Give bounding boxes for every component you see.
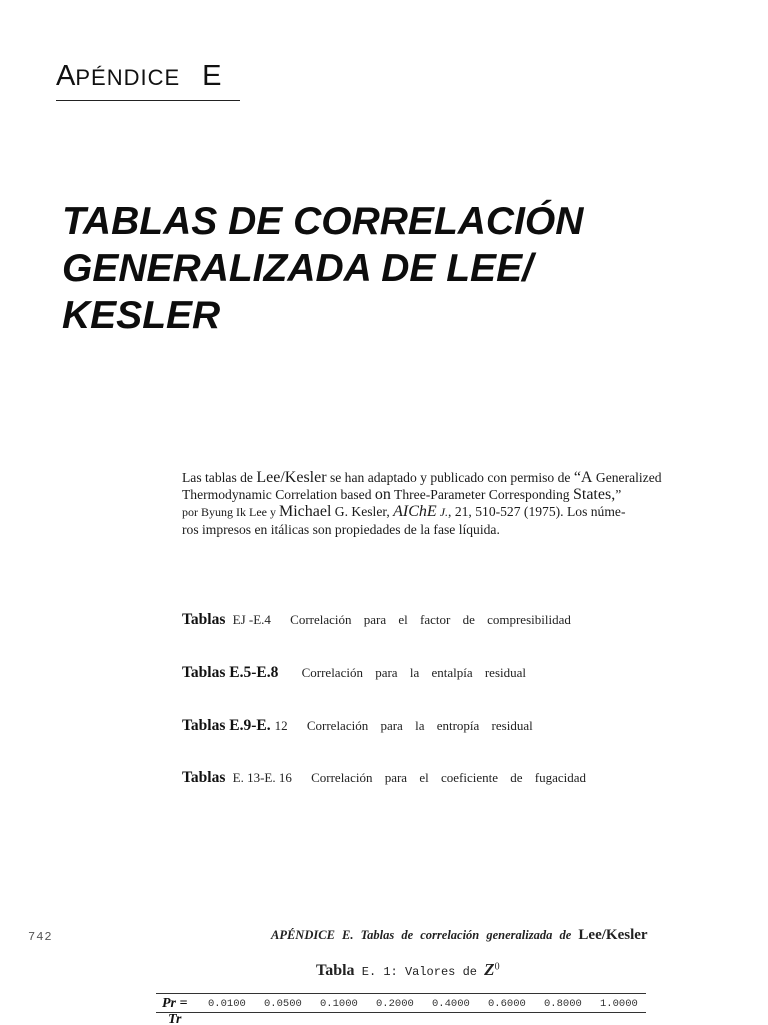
pr-value: 0.8000 xyxy=(544,998,582,1010)
appendix-letter: E xyxy=(202,60,222,92)
pr-value: 0.0100 xyxy=(208,998,246,1010)
z-table-header xyxy=(156,993,646,1025)
intro-line-3: por Byung Ik Lee y Michael G. Kesler, AIChE J., 21, 510-527 (1975). Los núme- xyxy=(182,503,626,520)
title-line-3: KESLER xyxy=(62,294,221,337)
pr-value: 0.0500 xyxy=(264,998,302,1010)
table-list-item: Tablas EJ -E.4 Correlación para el factor de compresibilidad xyxy=(182,611,571,628)
running-head: APÉNDICE E. Tablas de correlación generalizada de Lee/Kesler xyxy=(271,927,648,943)
pr-value: 0.2000 xyxy=(376,998,414,1010)
intro-paragraph xyxy=(182,469,714,538)
title-line-2: GENERALIZADA DE LEE/ xyxy=(62,247,533,290)
intro-line-1: Las tablas de Lee/Kesler se han adaptado y publicado con permiso de “A Generalized xyxy=(182,469,662,486)
page-number: 742 xyxy=(28,930,53,944)
table-list-item: Tablas E.5-E.8 Correlación para la entalpía residual xyxy=(182,664,527,681)
pr-value: 0.4000 xyxy=(432,998,470,1010)
appendix-prefix-big: A xyxy=(56,60,76,92)
pr-header-row xyxy=(156,996,646,1013)
title-line-1: TABLAS DE CORRELACIÓN xyxy=(62,200,584,243)
intro-line-4: ros impresos en itálicas son propiedades de la fase líquida. xyxy=(182,522,500,537)
table-list-item: Tablas E.9-E. 12 Correlación para la entropía residual xyxy=(182,717,533,734)
pr-value: 0.1000 xyxy=(320,998,358,1010)
table-list-item: Tablas E. 13-E. 16 Correlación para el coeficiente de fugacidad xyxy=(182,769,586,786)
pr-value: 1.0000 xyxy=(600,998,638,1010)
appendix-heading xyxy=(56,60,240,101)
chapter-title xyxy=(62,198,702,339)
pr-value: 0.6000 xyxy=(488,998,526,1010)
appendix-prefix-small: PÉNDICE xyxy=(75,65,181,90)
pr-label: Pr = xyxy=(162,996,188,1011)
intro-line-2: Thermodynamic Correlation based on Three-Parameter Corresponding States,” xyxy=(182,486,622,503)
tr-label: Tr xyxy=(168,1012,182,1025)
table-caption: Tabla E. 1: Valores de $Z^0$ xyxy=(316,960,500,979)
